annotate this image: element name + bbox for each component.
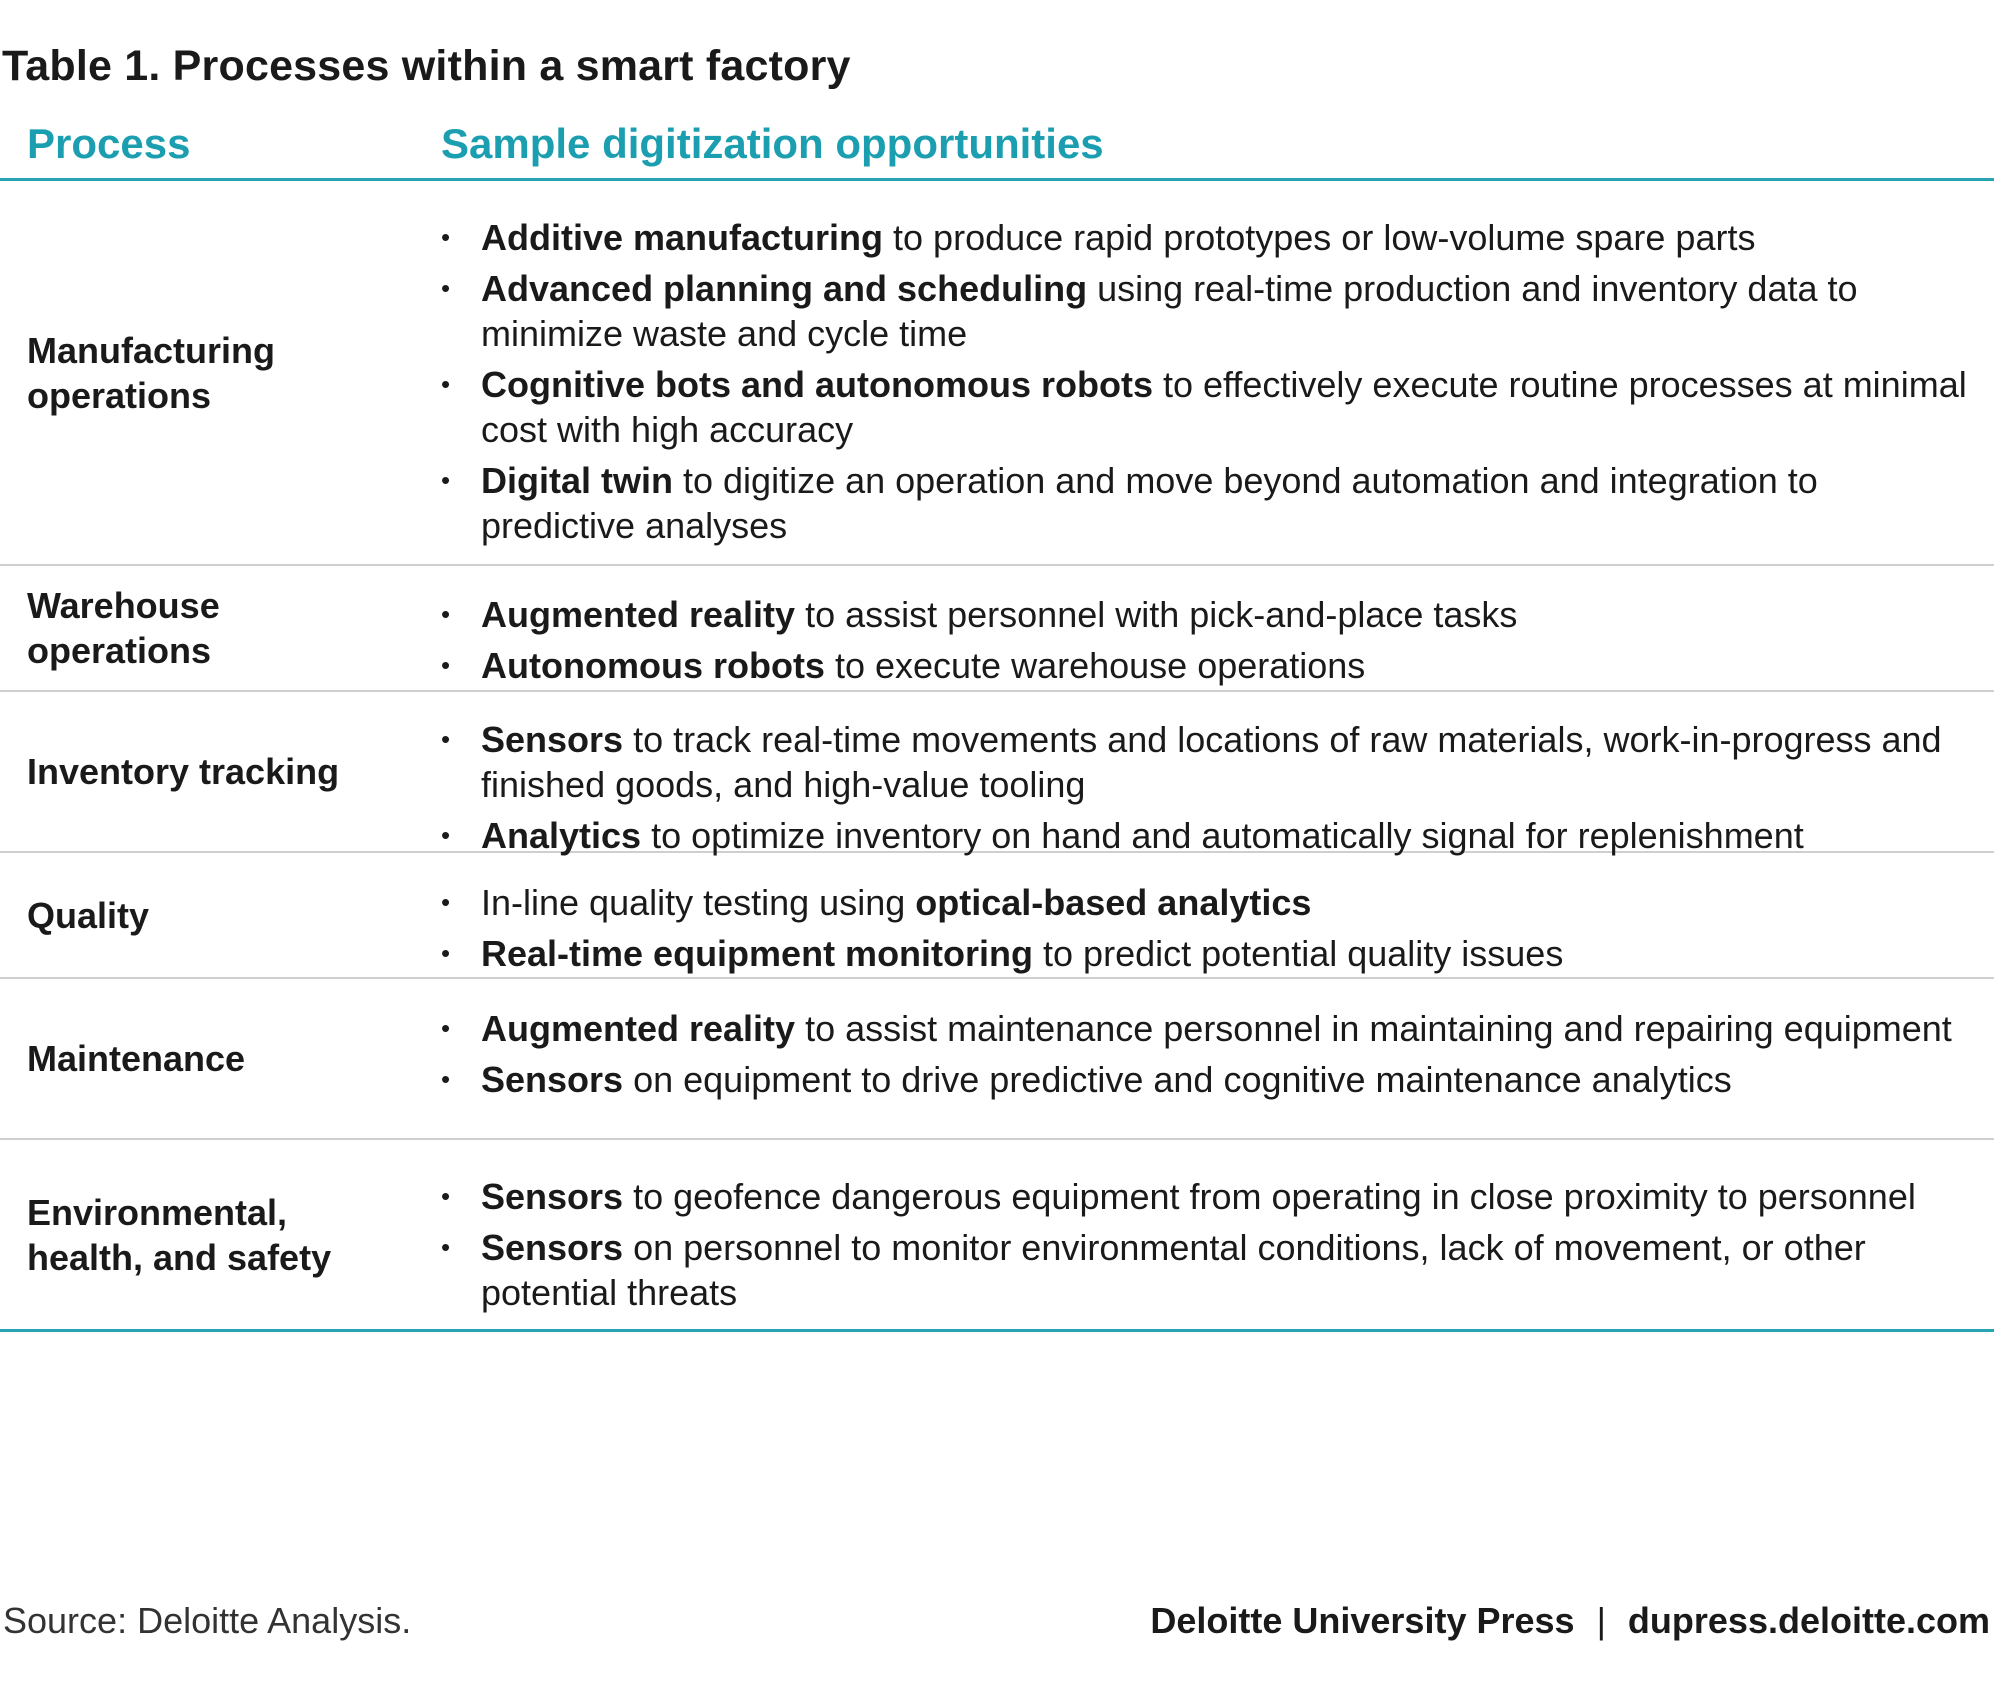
opportunity-list (441, 215, 1981, 548)
bullet-icon: • (441, 369, 451, 399)
bullet-icon: • (441, 650, 451, 680)
opportunity-highlight: Augmented reality (481, 1008, 796, 1049)
opportunity-text: to assist personnel with pick-and-place tasks (795, 594, 1518, 635)
opportunity-text: to track real-time movements and locations of raw materials, work-in-progress and finished goods, and high-value tooling (481, 719, 1942, 805)
bullet-icon: • (441, 599, 451, 629)
opportunity-list (441, 717, 1981, 858)
opportunity-item (441, 1006, 1981, 1051)
opportunity-item (441, 1057, 1981, 1102)
opportunity-item (441, 1174, 1981, 1219)
opportunity-text: to geofence dangerous equipment from operating in close proximity to personnel (623, 1176, 1916, 1217)
table-title: Table 1. Processes within a smart factory (2, 42, 851, 90)
footer-separator: | (1596, 1600, 1606, 1641)
opportunity-text: to predict potential quality issues (1033, 933, 1564, 974)
opportunity-text: to effectively execute routine processes at minimal cost with high accuracy (481, 364, 1967, 450)
table-header (0, 110, 1994, 181)
opportunity-highlight: Sensors (481, 719, 624, 760)
opportunity-item (441, 717, 1981, 807)
opportunity-text: to produce rapid prototypes or low-volume spare parts (883, 217, 1756, 258)
opportunity-highlight: Autonomous robots (481, 645, 825, 686)
bullet-icon: • (441, 1013, 451, 1043)
opportunity-highlight: Digital twin (481, 460, 673, 501)
bullet-icon: • (441, 465, 451, 495)
source-note: Source: Deloitte Analysis. (3, 1600, 412, 1641)
opportunity-text: to execute warehouse operations (824, 645, 1366, 686)
opportunity-item (441, 931, 1981, 976)
bullet-icon: • (441, 273, 451, 303)
bullet-icon: • (441, 1232, 451, 1262)
table-row (0, 979, 1994, 1140)
opportunity-list (441, 1006, 1981, 1102)
table-body (0, 181, 1994, 1332)
opportunity-text: to optimize inventory on hand and automatically signal for replenishment (641, 815, 1804, 856)
opportunity-list (441, 592, 1981, 688)
table-row (0, 853, 1994, 979)
table-row (0, 566, 1994, 692)
opportunity-highlight: Additive manufacturing (481, 217, 884, 258)
opportunity-highlight: optical-based analytics (915, 882, 1312, 923)
bullet-icon: • (441, 724, 451, 754)
process-cell: Inventory tracking (27, 751, 340, 792)
opportunity-item (441, 1225, 1981, 1315)
process-cell: Quality (27, 894, 150, 936)
opportunity-highlight: Sensors (481, 1176, 624, 1217)
bullet-icon: • (441, 1064, 451, 1094)
opportunity-item (441, 362, 1981, 452)
header-process: Process (27, 120, 191, 167)
opportunity-highlight: Augmented reality (481, 594, 796, 635)
bullet-icon: • (441, 222, 451, 252)
opportunity-text: using real-time production and inventory data to minimize waste and cycle time (481, 268, 1858, 354)
process-cell: Manufacturing operations (27, 329, 275, 416)
opportunity-text: In-line quality testing using (481, 882, 916, 923)
opportunity-highlight: Real-time equipment monitoring (481, 933, 1034, 974)
publisher-name: Deloitte University Press (1150, 1600, 1575, 1641)
opportunity-item (441, 880, 1981, 925)
opportunity-item (441, 592, 1981, 637)
bullet-icon: • (441, 887, 451, 917)
opportunity-highlight: Sensors (481, 1059, 624, 1100)
opportunity-list (441, 1174, 1981, 1315)
opportunity-item (441, 458, 1981, 548)
opportunity-highlight: Advanced planning and scheduling (481, 268, 1088, 309)
opportunity-item (441, 643, 1981, 688)
publisher-credit (1150, 1600, 1990, 1642)
bullet-icon: • (441, 938, 451, 968)
opportunity-highlight: Sensors (481, 1227, 624, 1268)
opportunity-highlight: Analytics (481, 815, 642, 856)
bullet-icon: • (441, 820, 451, 850)
opportunity-text: on equipment to drive predictive and cognitive maintenance analytics (623, 1059, 1732, 1100)
opportunity-highlight: Cognitive bots and autonomous robots (481, 364, 1153, 405)
table-row (0, 1140, 1994, 1332)
opportunity-item (441, 266, 1981, 356)
opportunity-list (441, 880, 1981, 976)
header-opportunities: Sample digitization opportunities (441, 120, 1104, 167)
opportunity-text: on personnel to monitor environmental conditions, lack of movement, or other potential threats (481, 1227, 1866, 1313)
table-row (0, 181, 1994, 566)
opportunity-text: to assist maintenance personnel in maintaining and repairing equipment (795, 1008, 1952, 1049)
bullet-icon: • (441, 1181, 451, 1211)
process-cell: Environmental, health, and safety (27, 1191, 332, 1278)
opportunity-item (441, 813, 1981, 858)
opportunity-item (441, 215, 1981, 260)
opportunity-text: to digitize an operation and move beyond automation and integration to predictive analyses (481, 460, 1818, 546)
table-row (0, 692, 1994, 856)
process-cell: Maintenance (27, 1038, 246, 1079)
publisher-url[interactable]: dupress.deloitte.com (1627, 1600, 1990, 1641)
process-cell: Warehouse operations (27, 585, 220, 671)
